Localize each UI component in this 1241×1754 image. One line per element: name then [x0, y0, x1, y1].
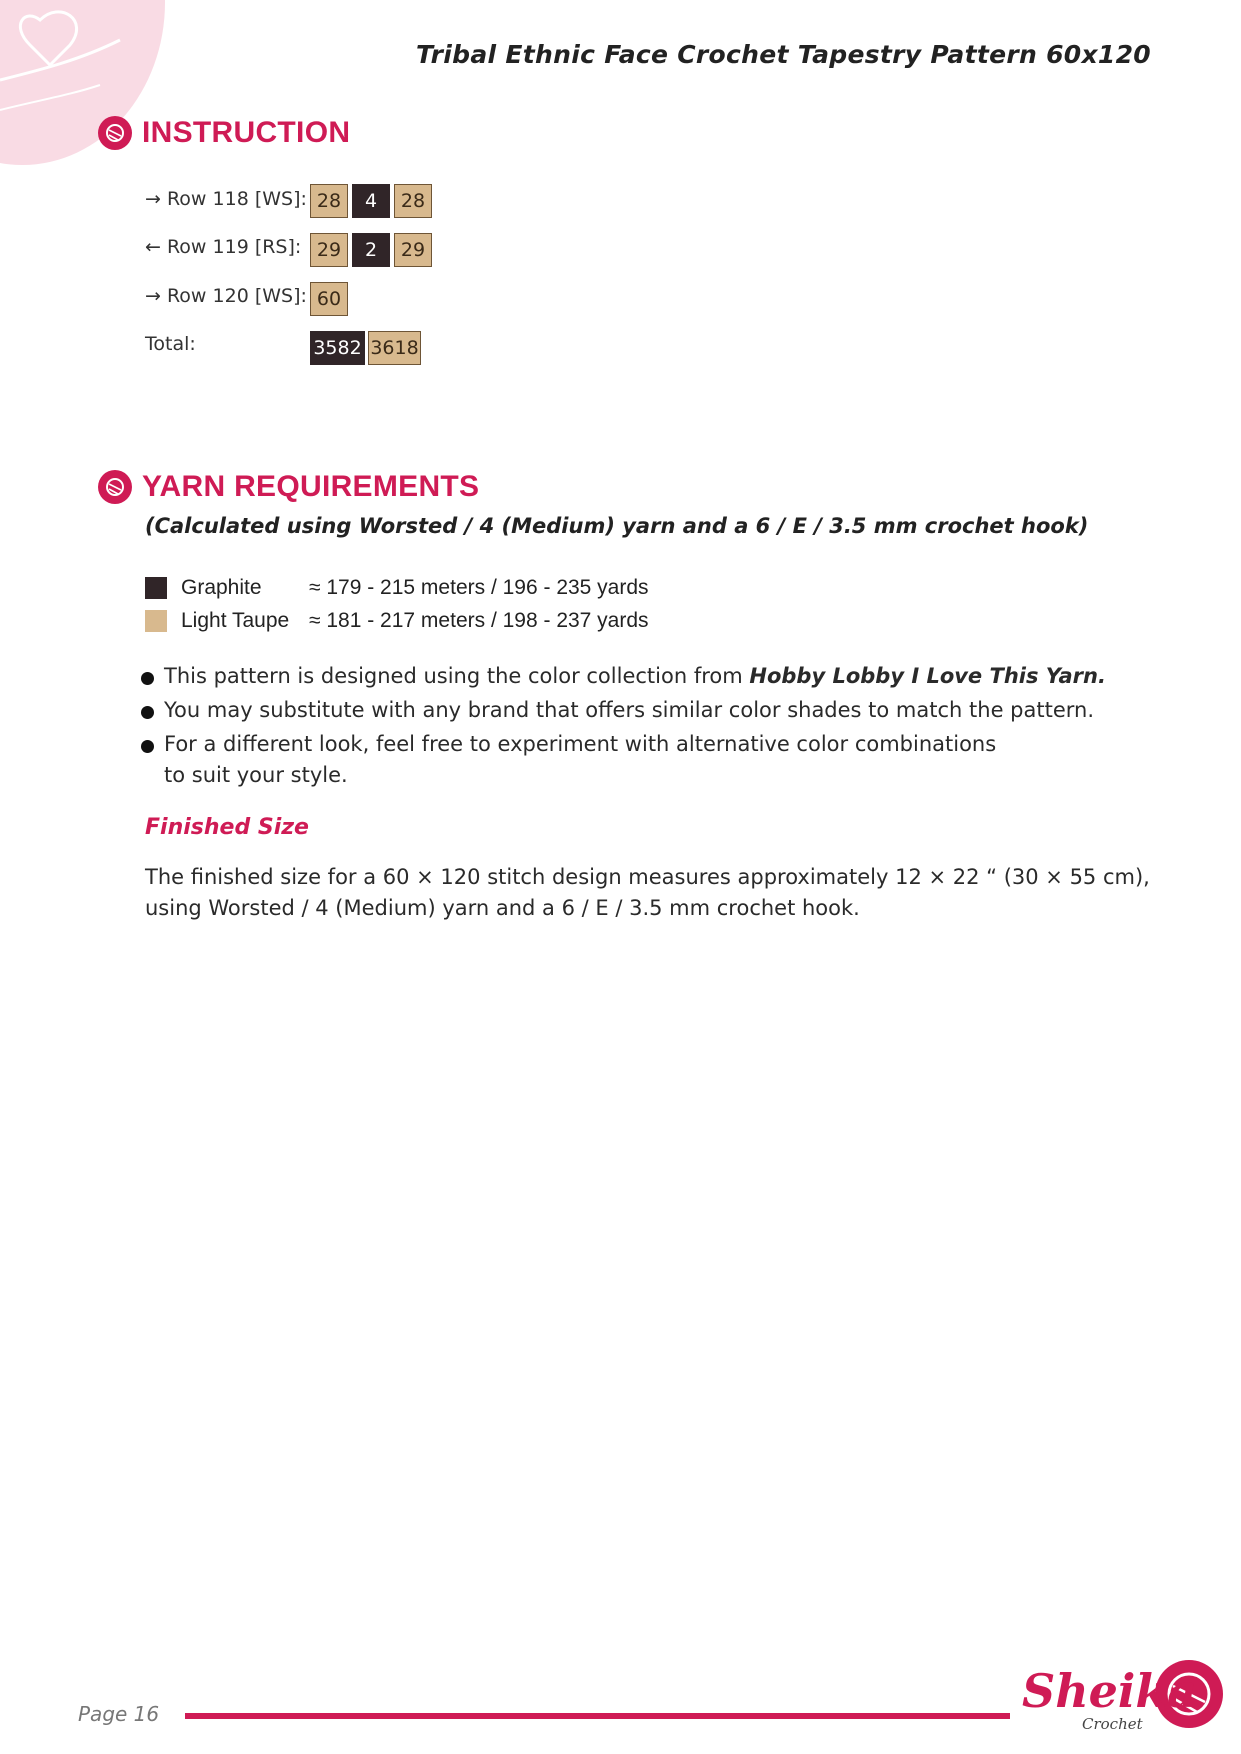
row-label: ← Row 119 [RS]:: [145, 236, 302, 258]
stitch-count-cell: 29: [394, 233, 432, 267]
finished-size-text: [145, 862, 1155, 924]
row-label: → Row 120 [WS]:: [145, 285, 307, 307]
yarn-requirements-heading-label: YARN REQUIREMENTS: [142, 470, 480, 503]
row-118-cells: [310, 184, 432, 218]
row-120-cells: [310, 282, 348, 316]
yarn-item-light-taupe: [145, 609, 649, 633]
yarn-item-graphite: [145, 576, 649, 600]
stitch-count-cell: 2: [352, 233, 390, 267]
stitch-count-cell: 28: [310, 184, 348, 218]
yarn-subtitle: (Calculated using Worsted / 4 (Medium) yarn and a 6 / E / 3.5 mm crochet hook): [145, 514, 1089, 538]
bullet-text: This pattern is designed using the color collection from: [164, 664, 750, 688]
footer-divider: [185, 1713, 1010, 1719]
total-cells: [310, 331, 421, 365]
bullet-item: [141, 698, 1094, 722]
yarn-requirements-heading: [98, 470, 479, 504]
finished-size-line: using Worsted / 4 (Medium) yarn and a 6 / E / 3.5 mm crochet hook.: [145, 896, 860, 920]
total-light-taupe-cell: 3618: [368, 331, 421, 365]
yarn-name: Light Taupe: [181, 609, 290, 632]
finished-size-line: The finished size for a 60 × 120 stitch design measures approximately 12 × 22 “ (30 × 55 cm),: [145, 865, 1150, 889]
yarn-amount: ≈ 181 - 217 meters / 198 - 237 yards: [309, 609, 649, 632]
stitch-count-cell: 28: [394, 184, 432, 218]
stitch-count-cell: 60: [310, 282, 348, 316]
brand-name: Sheika: [1022, 1664, 1198, 1718]
row-119-cells: [310, 233, 432, 267]
brand-subtitle: Crochet: [1082, 1715, 1143, 1733]
bullet-text-continued: to suit your style.: [164, 763, 348, 787]
bullet-icon: [141, 706, 154, 719]
brand-logo: [1020, 1660, 1230, 1745]
bullet-icon: [141, 672, 154, 685]
yarn-amount: ≈ 179 - 215 meters / 196 - 235 yards: [309, 576, 649, 599]
yarn-ball-icon: [98, 116, 132, 150]
color-swatch: [145, 610, 167, 632]
bullet-item: [141, 664, 1106, 688]
yarn-ball-icon: [98, 470, 132, 504]
page-number: Page 16: [78, 1702, 160, 1726]
row-label: → Row 118 [WS]:: [145, 188, 307, 210]
stitch-count-cell: 29: [310, 233, 348, 267]
bullet-item: [141, 732, 997, 787]
finished-size-heading: Finished Size: [145, 815, 309, 840]
stitch-count-cell: 4: [352, 184, 390, 218]
bullet-emphasis: Hobby Lobby I Love This Yarn.: [749, 664, 1106, 688]
total-graphite-cell: 3582: [310, 331, 365, 365]
color-swatch: [145, 577, 167, 599]
total-label: Total:: [145, 333, 196, 355]
bullet-text: You may substitute with any brand that offers similar color shades to match the pattern.: [164, 698, 1094, 722]
instruction-heading-label: INSTRUCTION: [142, 116, 351, 149]
bullet-text: For a different look, feel free to experiment with alternative color combinations: [164, 732, 997, 756]
document-title: Tribal Ethnic Face Crochet Tapestry Pattern 60x120: [416, 40, 1151, 69]
instruction-heading: [98, 116, 350, 150]
yarn-name: Graphite: [181, 576, 262, 599]
bullet-icon: [141, 740, 154, 753]
